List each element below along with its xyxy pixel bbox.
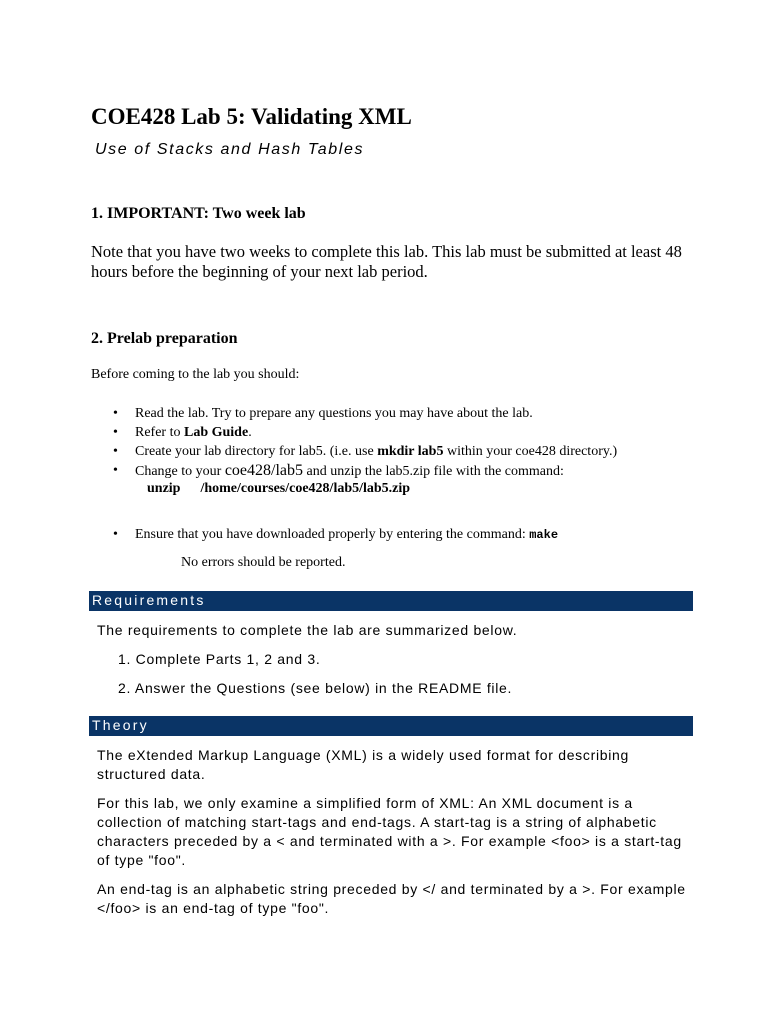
prelab-intro: Before coming to the lab you should: xyxy=(91,367,300,382)
requirements-intro: The requirements to complete the lab are summarized below. xyxy=(97,622,518,638)
requirement-number: 2. xyxy=(118,680,132,696)
list-item-text: Refer to xyxy=(135,425,184,440)
lab-guide-link[interactable]: Lab Guide xyxy=(183,425,249,440)
lab-path: coe428/lab5 xyxy=(224,462,304,479)
unzip-path: /home/courses/coe428/lab5/lab5.zip xyxy=(200,481,411,496)
bullet-icon: • xyxy=(113,463,118,478)
theory-header-label: Theory xyxy=(92,717,149,733)
requirements-header-band xyxy=(89,591,693,611)
list-item xyxy=(113,461,713,480)
theory-paragraph: For this lab, we only examine a simplified form of XML: An XML document is a collection of matching start-tags and end-tags. A start-tag is a string of alphabetic characters preceded by a < and terminated with a >. For example <foo> is a start-tag of type "foo". xyxy=(97,795,682,868)
list-item xyxy=(113,404,713,423)
make-command: make xyxy=(529,528,559,542)
theory-paragraph: The eXtended Markup Language (XML) is a widely used format for describing structured data. xyxy=(97,747,630,782)
theory-paragraph: An end-tag is an alphabetic string preceded by </ and terminated by a >. For example </foo> is an end-tag of type "foo". xyxy=(97,881,686,916)
list-item-text: . xyxy=(248,425,252,440)
bullet-icon: • xyxy=(113,527,118,542)
two-week-note: Note that you have two weeks to complete this lab. This lab must be submitted at least 48 hours before the beginning of your next lab period. xyxy=(91,242,682,281)
list-item xyxy=(113,423,713,442)
bullet-icon: • xyxy=(113,406,118,421)
document-title: COE428 Lab 5: Validating XML xyxy=(91,104,412,129)
requirement-text: Complete Parts 1, 2 and 3. xyxy=(135,651,321,667)
document-subtitle: Use of Stacks and Hash Tables xyxy=(95,141,365,158)
section-heading-important: 1. IMPORTANT: Two week lab xyxy=(91,205,306,222)
prelab-checklist xyxy=(113,404,713,480)
requirements-header-label: Requirements xyxy=(92,592,206,608)
bullet-icon: • xyxy=(113,444,118,459)
list-item-text: Read the lab. Try to prepare any questions you may have about the lab. xyxy=(135,406,533,421)
requirement-item xyxy=(118,651,320,667)
no-errors-note: No errors should be reported. xyxy=(181,555,346,570)
list-item-text: Change to your xyxy=(135,464,225,479)
unzip-keyword: unzip xyxy=(147,481,181,496)
requirement-number: 1. xyxy=(118,651,132,667)
list-item-text: within your coe428 directory.) xyxy=(443,444,618,459)
ensure-item xyxy=(113,527,558,543)
requirement-text: Answer the Questions (see below) in the README file. xyxy=(134,680,513,696)
list-item-text: Create your lab directory for lab5. (i.e. use xyxy=(135,444,378,459)
list-item-text: Ensure that you have downloaded properly by entering the command: xyxy=(135,527,530,542)
list-item xyxy=(113,442,713,461)
mkdir-command: mkdir lab5 xyxy=(377,444,444,459)
theory-header-band xyxy=(89,716,693,736)
section-heading-prelab: 2. Prelab preparation xyxy=(91,330,238,347)
list-item-text: and unzip the lab5.zip file with the command: xyxy=(303,464,564,479)
unzip-command xyxy=(147,481,410,497)
bullet-icon: • xyxy=(113,425,118,440)
requirement-item xyxy=(118,680,512,696)
